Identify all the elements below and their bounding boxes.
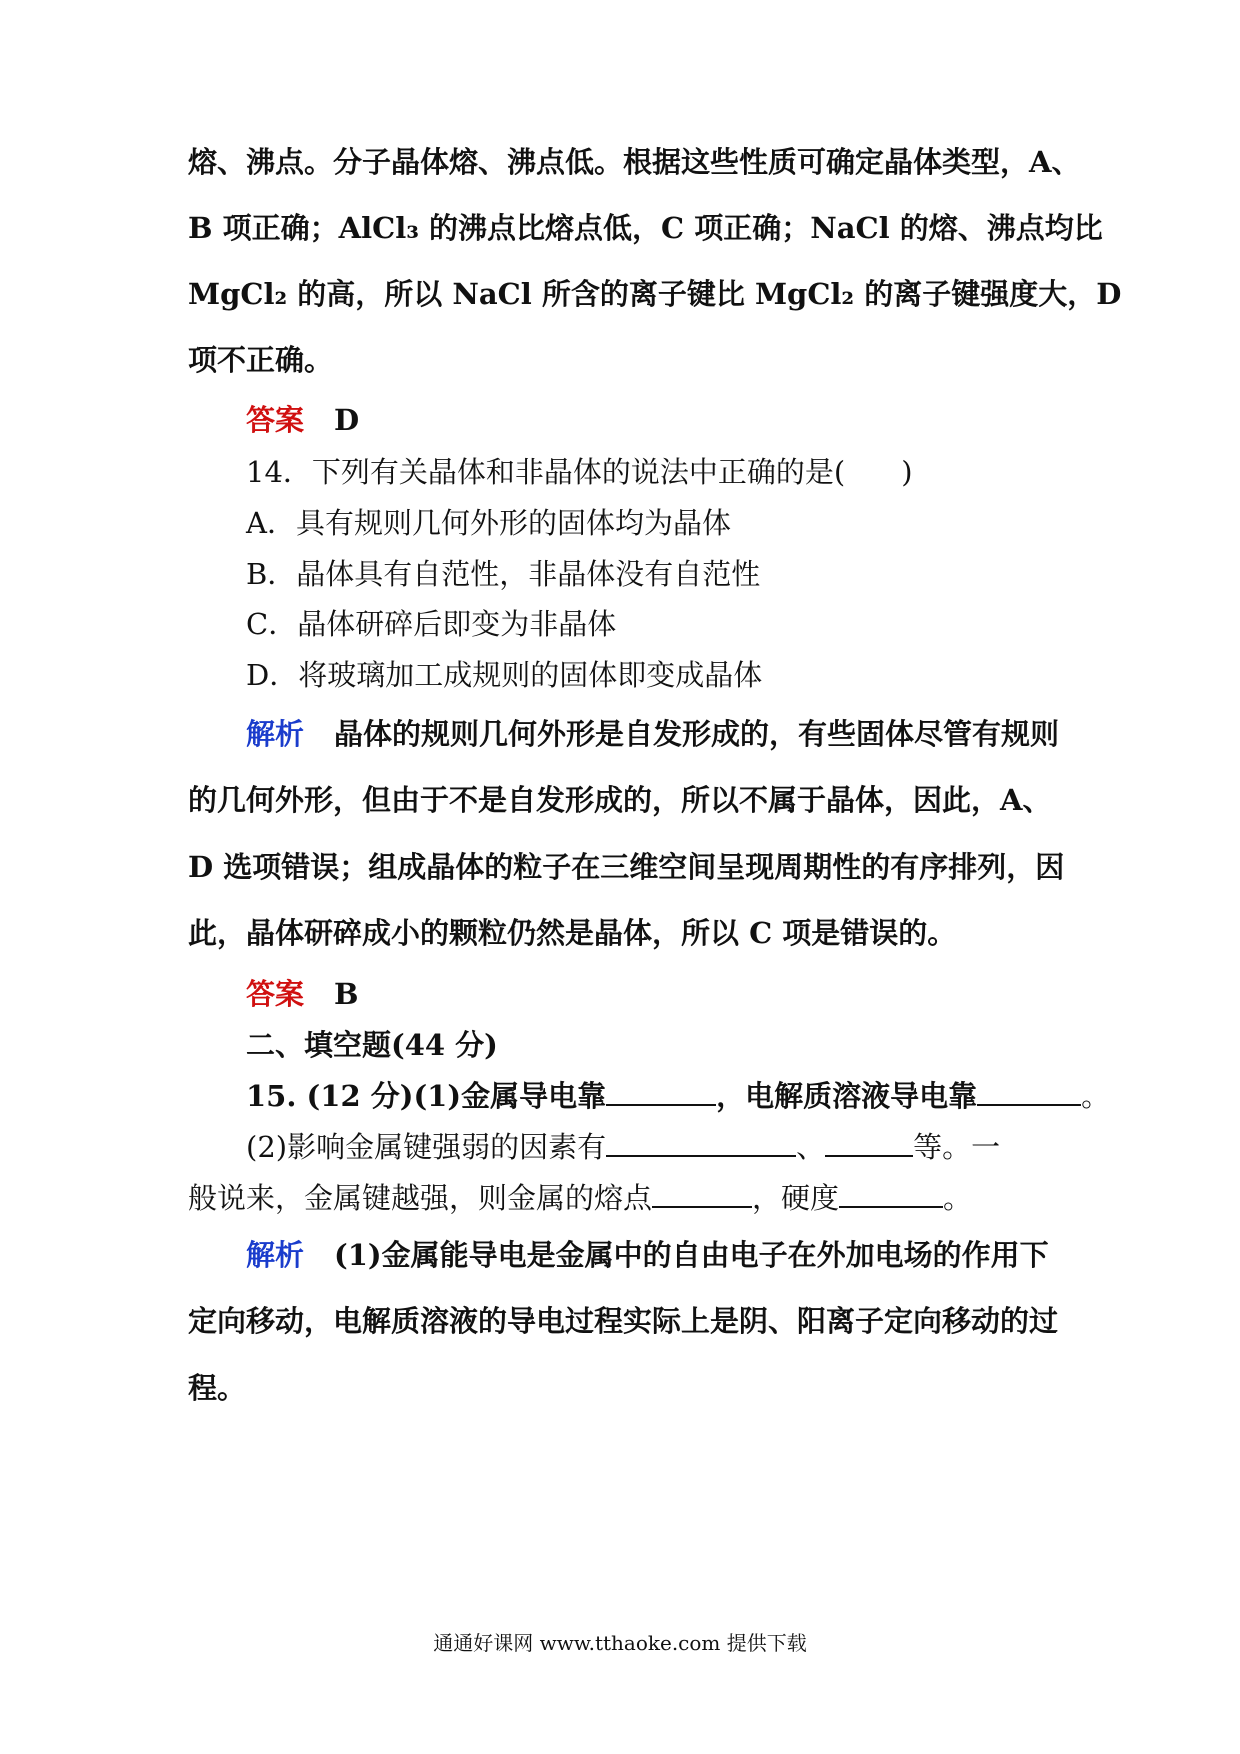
- analysis-14-line-3: D 选项错误；组成晶体的粒子在三维空间呈现周期性的有序排列，因: [188, 850, 1065, 884]
- answer-blank[interactable]: [652, 1182, 752, 1208]
- analysis-13-line-2: B 项正确；AlCl₃ 的沸点比熔点低，C 项正确；NaCl 的熔、沸点均比: [188, 211, 1103, 245]
- question-15-line-3: [188, 1180, 1058, 1216]
- analysis-14-line-1: [246, 716, 1058, 752]
- analysis-13-line-1: 熔、沸点。分子晶体熔、沸点低。根据这些性质可确定晶体类型，A、: [188, 145, 1081, 179]
- analysis-label: 解析: [246, 717, 305, 751]
- question-text: (2)影响金属键强弱的因素有: [246, 1130, 607, 1164]
- question-15-line-2: [246, 1129, 1058, 1165]
- analysis-13-line-3: MgCl₂ 的高，所以 NaCl 所含的离子键比 MgCl₂ 的离子键强度大，D: [188, 277, 1122, 311]
- analysis-13-line-4: 项不正确。: [188, 343, 334, 377]
- question-text: ，电解质溶液导电靠: [716, 1079, 978, 1113]
- analysis-14-line-2: 的几何外形，但由于不是自发形成的，所以不属于晶体，因此，A、: [188, 783, 1052, 817]
- question-stem-text: 14．下列有关晶体和非晶体的说法中正确的是(: [246, 455, 846, 489]
- analysis-text: 晶体的规则几何外形是自发形成的，有些固体尽管有规则: [334, 717, 1060, 751]
- question-stem-end: ): [901, 455, 913, 489]
- question-text: 15. (12 分)(1)金属导电靠: [246, 1079, 607, 1113]
- answer-label: 答案: [246, 403, 305, 437]
- option-c: C．晶体研碎后即变为非晶体: [246, 607, 617, 641]
- answer-value: D: [334, 403, 360, 437]
- analysis-15-line-2: 定向移动，电解质溶液的导电过程实际上是阴、阳离子定向移动的过: [188, 1304, 1059, 1338]
- analysis-text: (1)金属能导电是金属中的自由电子在外加电场的作用下: [334, 1238, 1049, 1272]
- answer-blank[interactable]: [839, 1182, 943, 1208]
- answer-blank[interactable]: [606, 1131, 796, 1157]
- question-14-stem: [246, 454, 1058, 490]
- answer-14: [246, 976, 1058, 1012]
- answer-blank[interactable]: [977, 1080, 1081, 1106]
- question-text: ，硬度: [752, 1181, 840, 1215]
- question-text: 。: [1081, 1079, 1111, 1113]
- answer-13: [246, 402, 1058, 438]
- question-text: 等。一: [913, 1130, 1001, 1164]
- analysis-label: 解析: [246, 1238, 305, 1272]
- option-d: D．将玻璃加工成规则的固体即变成晶体: [246, 658, 763, 692]
- option-a: A．具有规则几何外形的固体均为晶体: [246, 506, 731, 540]
- page-footer: 通通好课网 www.tthaoke.com 提供下载: [433, 1631, 807, 1655]
- question-text: 。: [943, 1181, 973, 1215]
- answer-blank[interactable]: [825, 1131, 913, 1157]
- answer-blank[interactable]: [606, 1080, 716, 1106]
- analysis-14-line-4: 此，晶体研碎成小的颗粒仍然是晶体，所以 C 项是错误的。: [188, 916, 957, 950]
- question-text: 般说来，金属键越强，则金属的熔点: [188, 1181, 653, 1215]
- section-heading: 二、填空题(44 分): [246, 1028, 498, 1062]
- analysis-15-line-1: [246, 1237, 1058, 1273]
- question-15-line-1: [246, 1078, 1111, 1114]
- answer-value: B: [334, 977, 359, 1011]
- answer-label: 答案: [246, 977, 305, 1011]
- analysis-15-line-3: 程。: [188, 1371, 247, 1405]
- question-text: 、: [796, 1130, 826, 1164]
- option-b: B．晶体具有自范性，非晶体没有自范性: [246, 557, 761, 591]
